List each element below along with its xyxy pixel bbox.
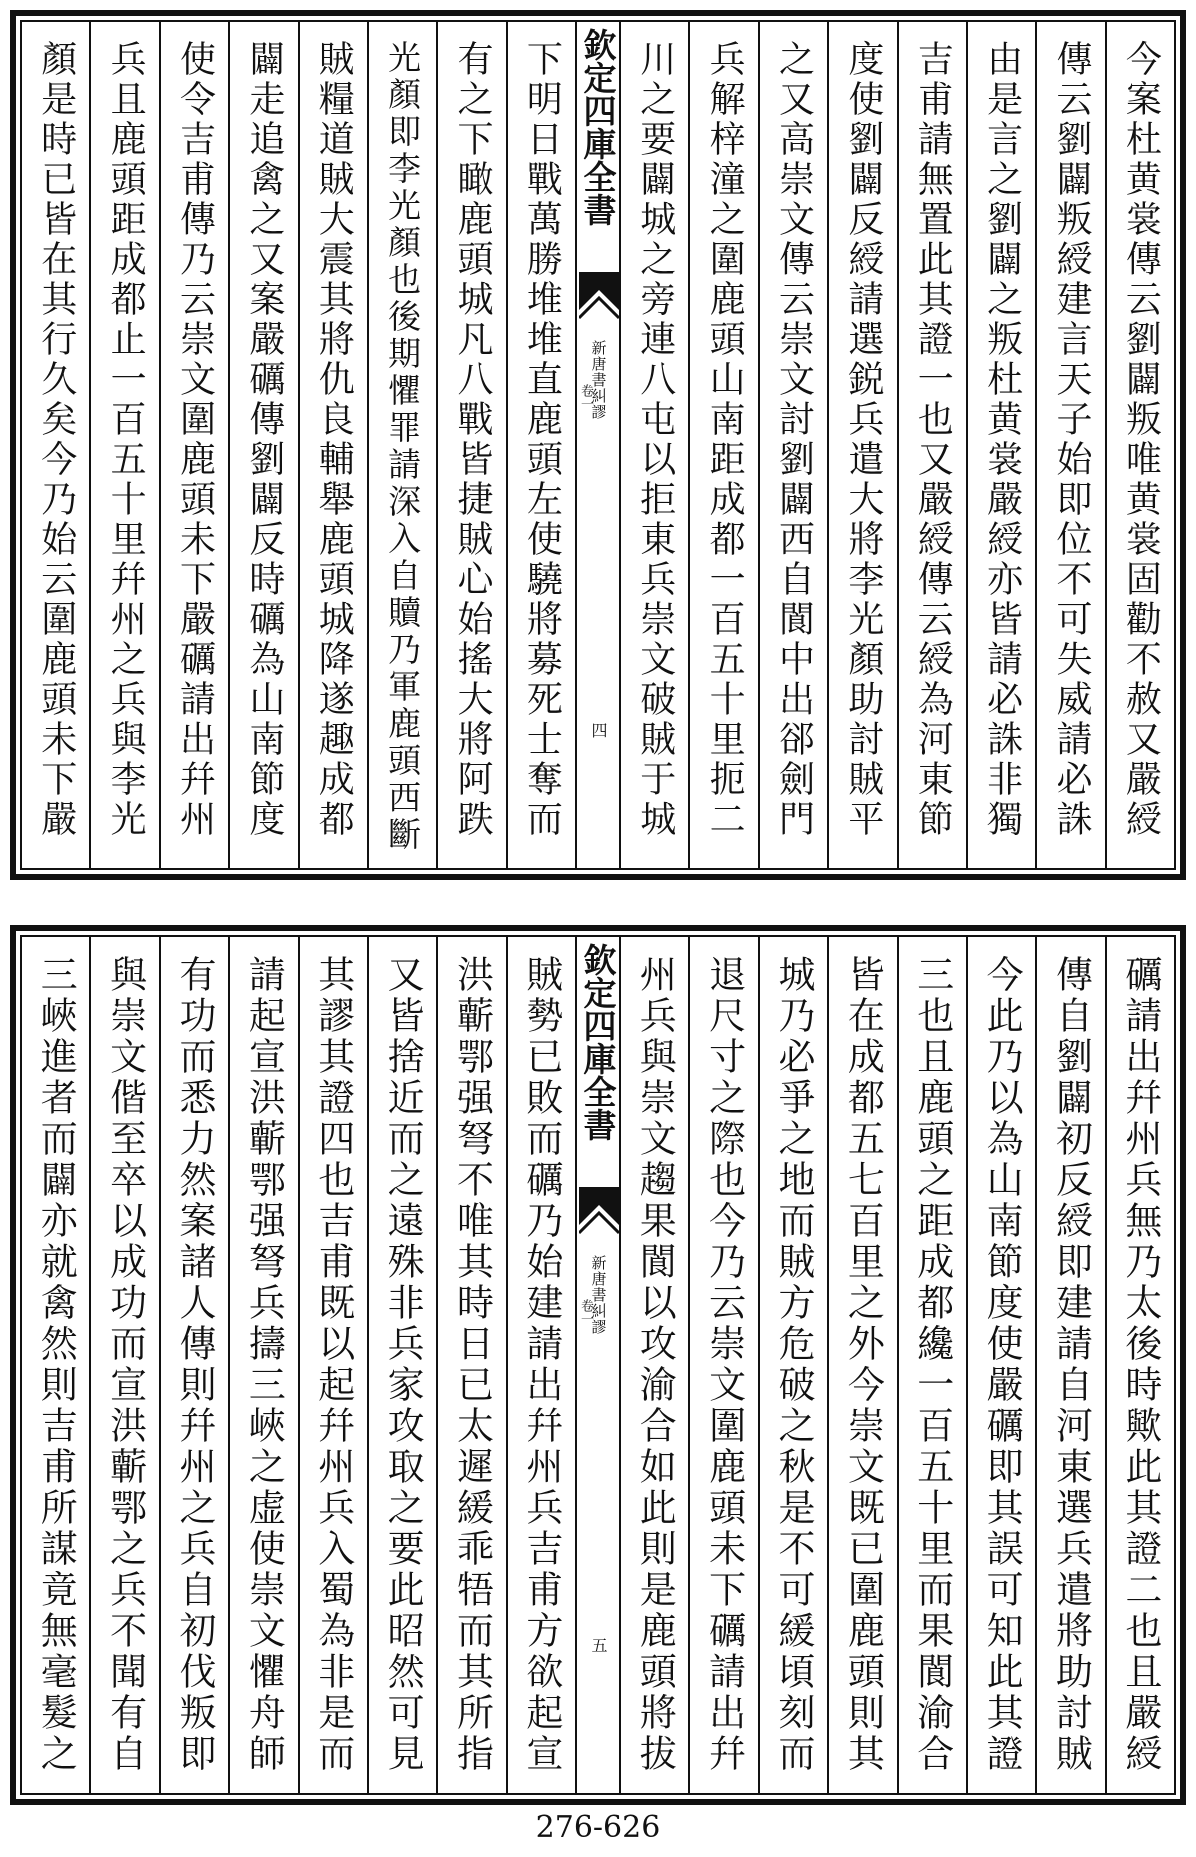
center-margin xyxy=(575,937,619,1793)
top-page-columns xyxy=(22,22,1174,868)
text-column: 闢走追禽之又案嚴礪傳劉闢反時礪為山南節度 xyxy=(228,22,297,868)
center-margin xyxy=(575,22,619,868)
text-column: 其謬其證四也吉甫既以起幷州兵入蜀為非是而 xyxy=(298,937,367,1793)
text-column: 顏是時已皆在其行久矣今乃始云圍鹿頭未下嚴 xyxy=(35,40,77,840)
text-column: 度使劉闢反綬請選鋭兵遣大將李光顏助討賊平 xyxy=(827,22,896,868)
text-column: 兵解梓潼之圍鹿頭山南距成都一百五十里扼二 xyxy=(688,22,757,868)
center-volume: 卷一 xyxy=(578,384,593,410)
text-column: 之又高崇文傳云崇文討劉闢西自閬中出郤劍門 xyxy=(758,22,827,868)
fish-tail-mark-icon xyxy=(579,272,619,330)
text-column: 兵且鹿頭距成都止一百五十里幷州之兵與李光 xyxy=(89,22,158,868)
text-column: 退尺寸之際也今乃云崇文圍鹿頭未下礪請出幷 xyxy=(688,937,757,1793)
text-column: 請起宣洪蘄鄂强弩兵擣三峽之虚使崇文懼舟師 xyxy=(228,937,297,1793)
text-column: 城乃必爭之地而賊方危破之秋是不可緩頃刻而 xyxy=(758,937,827,1793)
text-column: 由是言之劉闢之叛杜黄裳嚴綬亦皆請必誅非獨 xyxy=(966,22,1035,868)
center-book-title: 新唐書糾謬 xyxy=(589,340,608,420)
text-column: 今案杜黄裳傳云劉闢叛唯黄裳固勸不赦又嚴綬 xyxy=(1105,22,1174,868)
fish-tail-mark-icon xyxy=(579,1187,619,1245)
page-footer-number: 276-626 xyxy=(535,1810,661,1845)
text-column: 礪請出幷州兵無乃太後時歟此其證二也且嚴綬 xyxy=(1105,937,1174,1793)
text-column: 賊糧道賊大震其將仇良輔舉鹿頭城降遂趣成都 xyxy=(298,22,367,868)
bottom-page xyxy=(10,925,1186,1805)
center-volume: 卷一 xyxy=(578,1299,593,1325)
text-column: 傳自劉闢初反綬即建請自河東選兵遣將助討賊 xyxy=(1035,937,1104,1793)
text-column: 川之要闢城之旁連八屯以拒東兵崇文破賊于城 xyxy=(619,22,688,868)
center-page-number: 五 xyxy=(589,1637,608,1653)
text-column: 皆在成都五七百里之外今崇文既已圍鹿頭則其 xyxy=(827,937,896,1793)
center-page-number: 四 xyxy=(589,722,608,738)
text-column: 今此乃以為山南節度使嚴礪即其誤可知此其證 xyxy=(966,937,1035,1793)
center-book-title: 新唐書糾謬 xyxy=(589,1255,608,1335)
text-column: 三峽進者而闢亦就禽然則吉甫所謀竟無毫髮之 xyxy=(34,955,78,1775)
center-title: 欽定四庫全書 xyxy=(578,28,618,226)
text-column: 州兵與崇文趨果閬以攻渝合如此則是鹿頭將拔 xyxy=(619,937,688,1793)
text-column: 有之下瞰鹿頭城凡八戰皆捷賊心始搖大將阿跌 xyxy=(436,22,505,868)
center-title: 欽定四庫全書 xyxy=(578,943,618,1141)
text-column: 又皆捨近而之遠殊非兵家攻取之要此昭然可見 xyxy=(367,937,436,1793)
text-column: 有功而悉力然案諸人傳則幷州之兵自初伐叛即 xyxy=(159,937,228,1793)
text-column: 三也且鹿頭之距成都纔一百五十里而果閬渝合 xyxy=(897,937,966,1793)
text-column: 使令吉甫傳乃云崇文圍鹿頭未下嚴礪請出幷州 xyxy=(159,22,228,868)
bottom-page-frame xyxy=(20,935,1176,1795)
text-column: 傳云劉闢叛綬建言天子始即位不可失威請必誅 xyxy=(1035,22,1104,868)
text-column: 吉甫請無置此其證一也又嚴綬傳云綬為河東節 xyxy=(897,22,966,868)
top-page xyxy=(10,10,1186,880)
text-column: 賊勢已敗而礪乃始建請出幷州兵吉甫方欲起宣 xyxy=(506,937,575,1793)
text-column: 洪蘄鄂强弩不唯其時日已太遲緩乖牾而其所指 xyxy=(436,937,505,1793)
text-column: 下明日戰萬勝堆堆直鹿頭左使驍將募死士奪而 xyxy=(506,22,575,868)
top-page-frame xyxy=(20,20,1176,870)
text-column: 與崇文偕至卒以成功而宣洪蘄鄂之兵不聞有自 xyxy=(89,937,158,1793)
text-column: 光顏即李光顏也後期懼罪請深入自贖乃軍鹿頭西斷 xyxy=(367,22,436,868)
bottom-page-columns xyxy=(22,937,1174,1793)
